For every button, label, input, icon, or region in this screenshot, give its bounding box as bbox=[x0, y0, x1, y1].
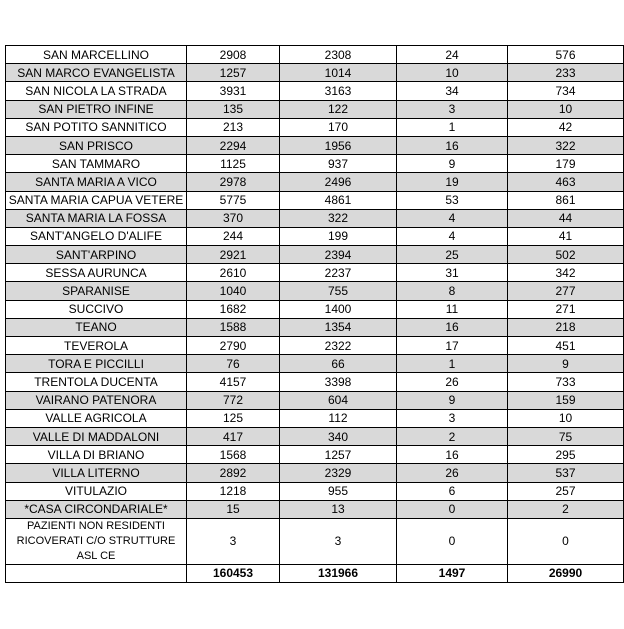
table-row bbox=[6, 46, 624, 64]
total-cases-cell: 1682 bbox=[187, 300, 280, 318]
recovered-cell: 322 bbox=[280, 209, 397, 227]
table-row bbox=[6, 518, 624, 564]
deaths-cell: 34 bbox=[397, 82, 508, 100]
municipality-cell: SAN MARCO EVANGELISTA bbox=[6, 64, 187, 82]
recovered-cell: 2329 bbox=[280, 464, 397, 482]
table-row bbox=[6, 64, 624, 82]
table-row bbox=[6, 464, 624, 482]
municipality-cell: SAN PRISCO bbox=[6, 136, 187, 154]
deaths-cell: 2 bbox=[397, 427, 508, 445]
recovered-cell: 66 bbox=[280, 355, 397, 373]
deaths-cell: 25 bbox=[397, 246, 508, 264]
municipality-cell: VALLE DI MADDALONI bbox=[6, 427, 187, 445]
table-row bbox=[6, 136, 624, 154]
active-cases-cell: 451 bbox=[508, 337, 624, 355]
table-row bbox=[6, 173, 624, 191]
municipality-cell: VALLE AGRICOLA bbox=[6, 409, 187, 427]
recovered-cell: 2308 bbox=[280, 46, 397, 64]
municipality-cell: SANTA MARIA CAPUA VETERE bbox=[6, 191, 187, 209]
total-cases-cell: 2908 bbox=[187, 46, 280, 64]
table-row bbox=[6, 500, 624, 518]
municipality-cell: SESSA AURUNCA bbox=[6, 264, 187, 282]
deaths-cell: 3 bbox=[397, 100, 508, 118]
total-cases-cell: 3 bbox=[187, 518, 280, 564]
active-cases-cell: 576 bbox=[508, 46, 624, 64]
active-cases-cell: 734 bbox=[508, 82, 624, 100]
deaths-cell: 4 bbox=[397, 227, 508, 245]
table-row bbox=[6, 118, 624, 136]
deaths-cell: 16 bbox=[397, 136, 508, 154]
total-cases-cell: 370 bbox=[187, 209, 280, 227]
recovered-cell: 170 bbox=[280, 118, 397, 136]
municipality-cell: PAZIENTI NON RESIDENTI RICOVERATI C/O STRUTTURE ASL CE bbox=[6, 518, 187, 564]
active-cases-cell: 322 bbox=[508, 136, 624, 154]
municipality-cell: SAN NICOLA LA STRADA bbox=[6, 82, 187, 100]
total-cases-cell: 3931 bbox=[187, 82, 280, 100]
active-cases-cell: 9 bbox=[508, 355, 624, 373]
deaths-cell: 26 bbox=[397, 464, 508, 482]
deaths-cell: 16 bbox=[397, 446, 508, 464]
total-recovered-cell: 131966 bbox=[280, 564, 397, 582]
recovered-cell: 3 bbox=[280, 518, 397, 564]
deaths-cell: 26 bbox=[397, 373, 508, 391]
table-row bbox=[6, 155, 624, 173]
table-row bbox=[6, 337, 624, 355]
municipality-cell: VITULAZIO bbox=[6, 482, 187, 500]
table-row bbox=[6, 246, 624, 264]
deaths-cell: 8 bbox=[397, 282, 508, 300]
total-municipality-cell bbox=[6, 564, 187, 582]
table-row bbox=[6, 427, 624, 445]
active-cases-cell: 733 bbox=[508, 373, 624, 391]
municipality-cell: SAN MARCELLINO bbox=[6, 46, 187, 64]
table-row bbox=[6, 482, 624, 500]
municipality-cell: SPARANISE bbox=[6, 282, 187, 300]
recovered-cell: 340 bbox=[280, 427, 397, 445]
total-cases-cell: 244 bbox=[187, 227, 280, 245]
active-cases-cell: 233 bbox=[508, 64, 624, 82]
deaths-cell: 0 bbox=[397, 500, 508, 518]
recovered-cell: 2394 bbox=[280, 246, 397, 264]
municipality-cell: SANT'ANGELO D'ALIFE bbox=[6, 227, 187, 245]
active-cases-cell: 41 bbox=[508, 227, 624, 245]
total-cases-cell: 76 bbox=[187, 355, 280, 373]
total-cases-cell: 2294 bbox=[187, 136, 280, 154]
active-cases-cell: 277 bbox=[508, 282, 624, 300]
recovered-cell: 122 bbox=[280, 100, 397, 118]
table-container bbox=[5, 45, 624, 583]
table-row bbox=[6, 82, 624, 100]
municipality-cell: SAN POTITO SANNITICO bbox=[6, 118, 187, 136]
total-cases-cell: 213 bbox=[187, 118, 280, 136]
recovered-cell: 937 bbox=[280, 155, 397, 173]
active-cases-cell: 10 bbox=[508, 100, 624, 118]
municipality-cell: VAIRANO PATENORA bbox=[6, 391, 187, 409]
municipality-cell: SAN TAMMARO bbox=[6, 155, 187, 173]
active-cases-cell: 179 bbox=[508, 155, 624, 173]
deaths-cell: 9 bbox=[397, 391, 508, 409]
deaths-cell: 10 bbox=[397, 64, 508, 82]
total-cases-cell: 2892 bbox=[187, 464, 280, 482]
recovered-cell: 1354 bbox=[280, 318, 397, 336]
total-cases-cell: 15 bbox=[187, 500, 280, 518]
recovered-cell: 1257 bbox=[280, 446, 397, 464]
total-cases-cell: 1125 bbox=[187, 155, 280, 173]
recovered-cell: 2322 bbox=[280, 337, 397, 355]
total-cases-cell: 2921 bbox=[187, 246, 280, 264]
totals-row bbox=[6, 564, 624, 582]
deaths-cell: 1 bbox=[397, 355, 508, 373]
recovered-cell: 2496 bbox=[280, 173, 397, 191]
deaths-cell: 1 bbox=[397, 118, 508, 136]
municipality-cases-table bbox=[5, 45, 624, 583]
total-cases-cell: 1040 bbox=[187, 282, 280, 300]
total-cases-cell: 1588 bbox=[187, 318, 280, 336]
active-cases-cell: 502 bbox=[508, 246, 624, 264]
total-cases-cell: 135 bbox=[187, 100, 280, 118]
active-cases-cell: 159 bbox=[508, 391, 624, 409]
deaths-cell: 24 bbox=[397, 46, 508, 64]
recovered-cell: 3398 bbox=[280, 373, 397, 391]
recovered-cell: 604 bbox=[280, 391, 397, 409]
total-cases-cell: 125 bbox=[187, 409, 280, 427]
table-row bbox=[6, 264, 624, 282]
deaths-cell: 0 bbox=[397, 518, 508, 564]
municipality-cell: SUCCIVO bbox=[6, 300, 187, 318]
active-cases-cell: 44 bbox=[508, 209, 624, 227]
total-total-cases-cell: 160453 bbox=[187, 564, 280, 582]
table-row bbox=[6, 355, 624, 373]
table-row bbox=[6, 446, 624, 464]
municipality-cell: VILLA DI BRIANO bbox=[6, 446, 187, 464]
municipality-cell: TRENTOLA DUCENTA bbox=[6, 373, 187, 391]
total-cases-cell: 2610 bbox=[187, 264, 280, 282]
municipality-cell: SANT'ARPINO bbox=[6, 246, 187, 264]
deaths-cell: 19 bbox=[397, 173, 508, 191]
recovered-cell: 4861 bbox=[280, 191, 397, 209]
active-cases-cell: 257 bbox=[508, 482, 624, 500]
recovered-cell: 755 bbox=[280, 282, 397, 300]
table-row bbox=[6, 100, 624, 118]
deaths-cell: 17 bbox=[397, 337, 508, 355]
total-cases-cell: 417 bbox=[187, 427, 280, 445]
recovered-cell: 112 bbox=[280, 409, 397, 427]
municipality-cell: *CASA CIRCONDARIALE* bbox=[6, 500, 187, 518]
recovered-cell: 955 bbox=[280, 482, 397, 500]
active-cases-cell: 342 bbox=[508, 264, 624, 282]
table-body bbox=[6, 46, 624, 583]
deaths-cell: 4 bbox=[397, 209, 508, 227]
table-row bbox=[6, 409, 624, 427]
municipality-cell: SAN PIETRO INFINE bbox=[6, 100, 187, 118]
deaths-cell: 3 bbox=[397, 409, 508, 427]
deaths-cell: 16 bbox=[397, 318, 508, 336]
total-cases-cell: 4157 bbox=[187, 373, 280, 391]
municipality-cell: TORA E PICCILLI bbox=[6, 355, 187, 373]
active-cases-cell: 295 bbox=[508, 446, 624, 464]
deaths-cell: 53 bbox=[397, 191, 508, 209]
municipality-cell: SANTA MARIA A VICO bbox=[6, 173, 187, 191]
active-cases-cell: 0 bbox=[508, 518, 624, 564]
deaths-cell: 9 bbox=[397, 155, 508, 173]
active-cases-cell: 75 bbox=[508, 427, 624, 445]
deaths-cell: 31 bbox=[397, 264, 508, 282]
municipality-cell: TEVEROLA bbox=[6, 337, 187, 355]
active-cases-cell: 2 bbox=[508, 500, 624, 518]
active-cases-cell: 463 bbox=[508, 173, 624, 191]
deaths-cell: 11 bbox=[397, 300, 508, 318]
table-row bbox=[6, 191, 624, 209]
total-deaths-cell: 1497 bbox=[397, 564, 508, 582]
active-cases-cell: 218 bbox=[508, 318, 624, 336]
table-row bbox=[6, 227, 624, 245]
recovered-cell: 1956 bbox=[280, 136, 397, 154]
table-row bbox=[6, 373, 624, 391]
active-cases-cell: 537 bbox=[508, 464, 624, 482]
total-cases-cell: 1218 bbox=[187, 482, 280, 500]
table-row bbox=[6, 282, 624, 300]
active-cases-cell: 271 bbox=[508, 300, 624, 318]
recovered-cell: 13 bbox=[280, 500, 397, 518]
recovered-cell: 1014 bbox=[280, 64, 397, 82]
recovered-cell: 199 bbox=[280, 227, 397, 245]
municipality-cell: SANTA MARIA LA FOSSA bbox=[6, 209, 187, 227]
active-cases-cell: 42 bbox=[508, 118, 624, 136]
active-cases-cell: 861 bbox=[508, 191, 624, 209]
deaths-cell: 6 bbox=[397, 482, 508, 500]
table-row bbox=[6, 391, 624, 409]
municipality-cell: VILLA LITERNO bbox=[6, 464, 187, 482]
municipality-cell: TEANO bbox=[6, 318, 187, 336]
active-cases-cell: 10 bbox=[508, 409, 624, 427]
table-row bbox=[6, 209, 624, 227]
total-cases-cell: 2790 bbox=[187, 337, 280, 355]
recovered-cell: 1400 bbox=[280, 300, 397, 318]
recovered-cell: 3163 bbox=[280, 82, 397, 100]
recovered-cell: 2237 bbox=[280, 264, 397, 282]
table-row bbox=[6, 318, 624, 336]
total-cases-cell: 2978 bbox=[187, 173, 280, 191]
total-cases-cell: 1568 bbox=[187, 446, 280, 464]
table-row bbox=[6, 300, 624, 318]
total-active-cases-cell: 26990 bbox=[508, 564, 624, 582]
total-cases-cell: 5775 bbox=[187, 191, 280, 209]
total-cases-cell: 1257 bbox=[187, 64, 280, 82]
total-cases-cell: 772 bbox=[187, 391, 280, 409]
